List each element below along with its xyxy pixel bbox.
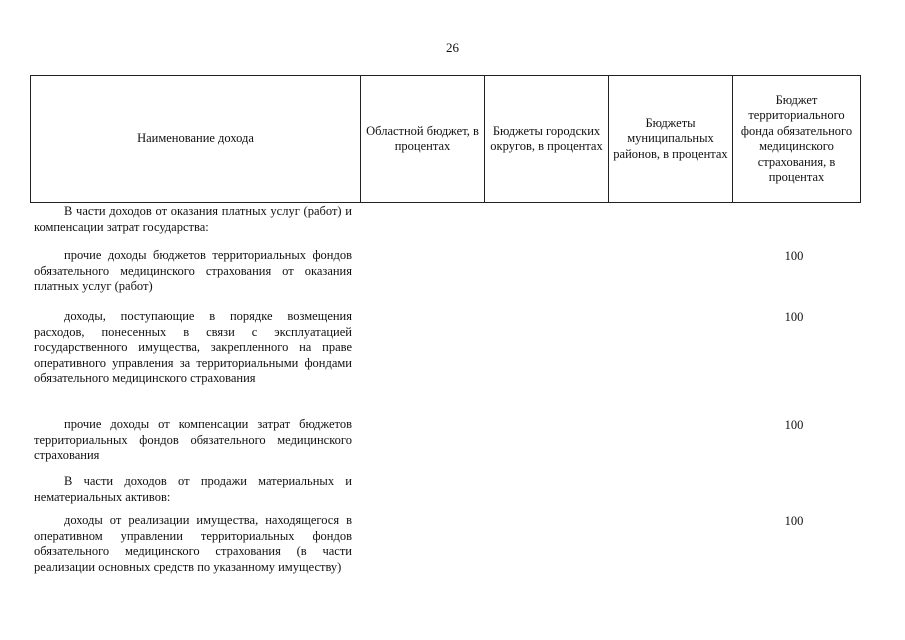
row-income-name: прочие доходы от компенсации затрат бюджетов территориальных фондов обязательного медицинского страхования (34, 417, 352, 462)
header-municipal-districts-budgets: Бюджеты муниципальных районов, в процентах (609, 76, 733, 203)
row-fund-percent: 100 (784, 418, 804, 432)
row-fund-percent: 100 (784, 514, 804, 528)
row-income-name: В части доходов от продажи материальных и нематериальных активов: (34, 474, 352, 504)
header-regional-budget: Областной бюджет, в процентах (361, 76, 485, 203)
row-income-name: доходы, поступающие в порядке возмещения расходов, понесенных в связи с эксплуатацией государственного имущества, закрепленного на праве оперативного управления за территориальными фондами обязательного медицинского страхования (34, 309, 352, 385)
row-fund-percent: 100 (784, 249, 804, 263)
income-distribution-table-header (30, 75, 861, 203)
row-income-name: прочие доходы бюджетов территориальных фондов обязательного медицинского страхования от оказания платных услуг (работ) (34, 248, 352, 293)
row-fund-percent: 100 (784, 310, 804, 324)
row-income-name: В части доходов от оказания платных услуг (работ) и компенсации затрат государства: (34, 204, 352, 234)
header-medical-insurance-fund-budget: Бюджет территориального фонда обязательного медицинского страхования, в процентах (733, 76, 861, 203)
header-income-name: Наименование дохода (31, 76, 361, 203)
page-number: 26 (446, 40, 459, 55)
row-income-name: доходы от реализации имущества, находящегося в оперативном управлении территориальных фондов обязательного медицинского страхования (в части реализации основных средств по указанному имуществу) (34, 513, 352, 574)
header-city-districts-budgets: Бюджеты городских округов, в процентах (485, 76, 609, 203)
